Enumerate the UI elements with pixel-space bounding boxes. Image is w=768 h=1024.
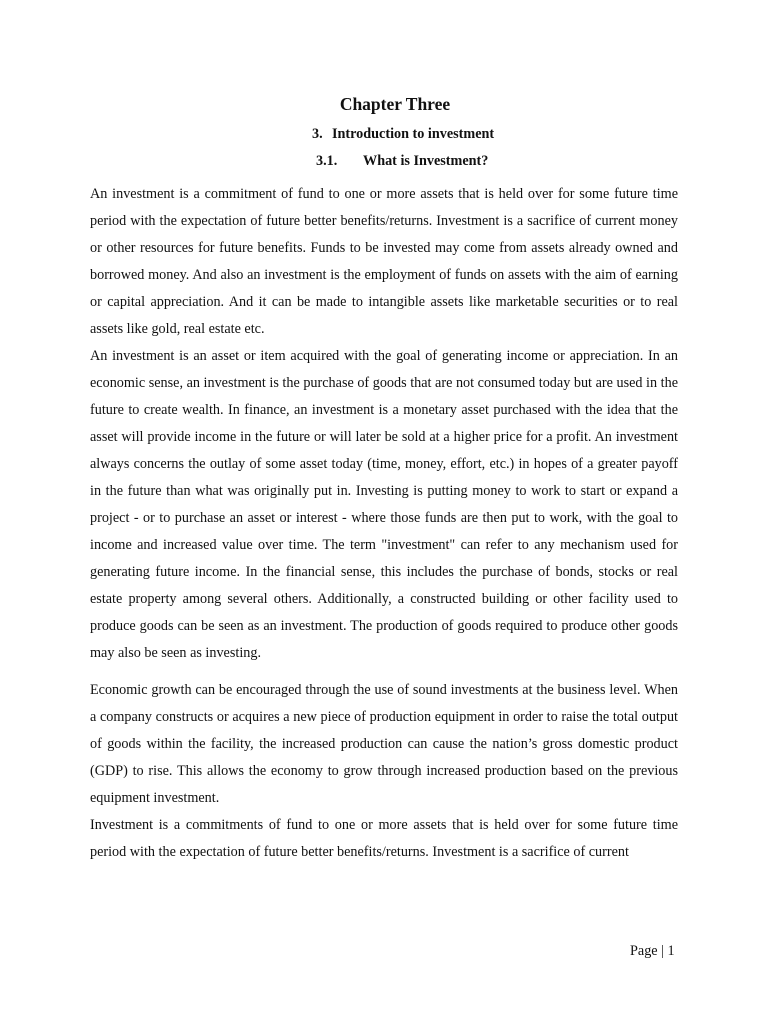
paragraph-definition: An investment is a commitment of fund to one or more assets that is held over for some future time period with the expectation of future better benefits/returns. Investment is a sacrifice of current money or other resources for future benefits. Funds to be invested may come from assets already owned and borrowed money. And also an investment is the employment of funds on assets with the aim of earning or capital appreciation. And it can be made to intangible assets like marketable securities or to real assets like gold, real estate etc.	[90, 186, 678, 337]
body-text	[90, 181, 678, 866]
paragraph-commitment: Investment is a commitments of fund to one or more assets that is held over for some future time period with the expectation of future better benefits/returns. Investment is a sacrifice of current	[90, 817, 678, 860]
paragraph-asset-acquisition: An investment is an asset or item acquired with the goal of generating income or appreciation. In an economic sense, an investment is the purchase of goods that are not consumed today but are used in the future to create wealth. In finance, an investment is a monetary asset purchased with the idea that the asset will provide income in the future or will later be sold at a higher price for a profit. An investment always concerns the outlay of some asset today (time, money, effort, etc.) in hopes of a greater payoff in the future than what was originally put in. Investing is putting money to work to start or expand a project - or to purchase an asset or interest - where those funds are then put to work, with the goal to income and increased value over time. The term "investment" can refer to any mechanism used for generating future income. In the financial sense, this includes the purchase of bonds, stocks or real estate property among several others. Additionally, a constructed building or other facility used to produce goods can be seen as an investment. The production of goods required to produce other goods may also be seen as investing.	[90, 348, 678, 661]
section-heading	[312, 125, 494, 143]
subsection-number: 3.1.	[316, 153, 338, 169]
subsection-heading	[316, 152, 488, 170]
paragraph-economic-growth: Economic growth can be encouraged through the use of sound investments at the business level. When a company constructs or acquires a new piece of production equipment in order to raise the total output of goods within the facility, the increased production can cause the nation’s gross domestic product (GDP) to rise. This allows the economy to grow through increased production based on the previous equipment investment.	[90, 682, 678, 806]
chapter-title: Chapter Three	[339, 94, 451, 114]
section-title: Introduction to investment	[332, 126, 495, 142]
section-number: 3.	[312, 126, 323, 142]
page-number: Page | 1	[630, 943, 675, 959]
subsection-title: What is Investment?	[363, 153, 489, 169]
